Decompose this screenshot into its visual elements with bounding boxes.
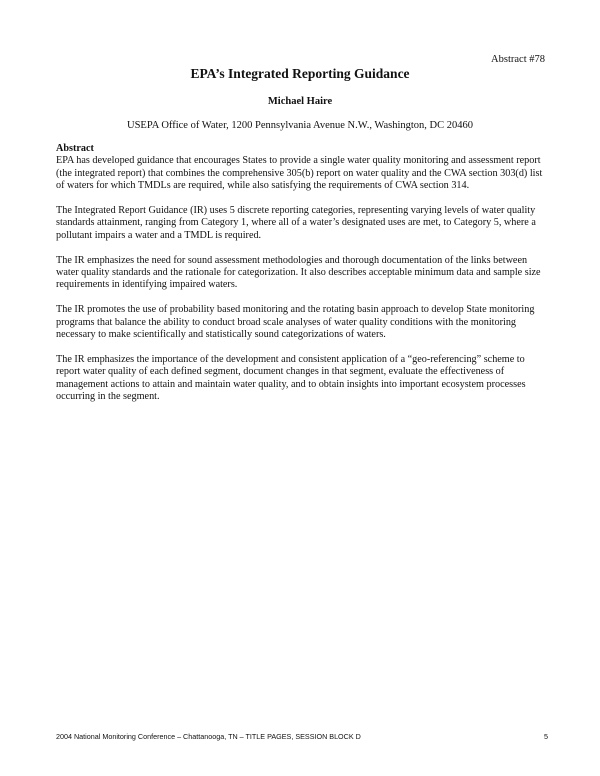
abstract-body: [56, 143, 546, 416]
author-name: Michael Haire: [267, 96, 333, 107]
author-affiliation: USEPA Office of Water, 1200 Pennsylvania Avenue N.W., Washington, DC 20460: [126, 120, 474, 131]
paragraph: The IR emphasizes the need for sound assessment methodologies and thorough documentation of the links between water quality standards and the rationale for categorization. It also describes acceptable minimum data and sample size requirements in identifying impaired waters.: [56, 254, 541, 291]
section-heading: Abstract: [56, 143, 94, 154]
paragraph: The Integrated Report Guidance (IR) uses 5 discrete reporting categories, representing varying levels of water quality standards attainment, ranging from Category 1, where all of a water’s designated uses are met, to Category 5, where a pollutant impairs a water and a TMDL is required.: [56, 205, 536, 241]
page-number: 5: [544, 732, 548, 741]
abstract-number: Abstract #78: [491, 54, 545, 65]
footer-conference: 2004 National Monitoring Conference – Chattanooga, TN – TITLE PAGES, SESSION BLOCK D: [56, 732, 361, 741]
paragraph: The IR promotes the use of probability based monitoring and the rotating basin approach to develop State monitoring programs that balance the ability to conduct broad scale analyses of water quality conditions with the monitoring necessary to make scientifically and statistically sound categorizations of waters.: [56, 304, 535, 341]
paragraph: EPA has developed guidance that encourages States to provide a single water quality monitoring and assessment report (the integrated report) that combines the comprehensive 305(b) report on water quality and the CWA section 303(d) list of waters for which TMDLs are required, while also satisfying the requirements of CWA section 314.: [56, 155, 543, 192]
document-title: EPA’s Integrated Reporting Guidance: [190, 66, 410, 81]
paragraph: The IR emphasizes the importance of the development and consistent application of a “geo-referencing” scheme to report water quality of each defined segment, document changes in that segment, evaluate the effectiveness of management actions to attain and maintain water quality, and to obtain insights into important ecosystem processes occurring in the segment.: [56, 353, 526, 403]
